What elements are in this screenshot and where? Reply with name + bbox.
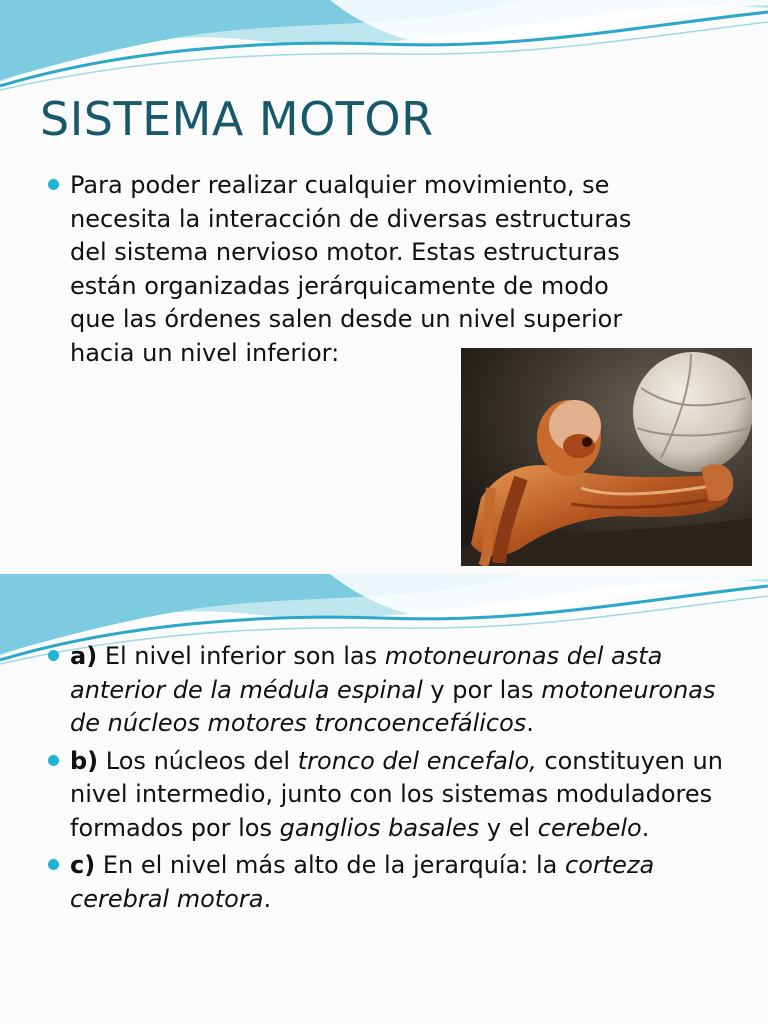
bullet-dot-icon [48, 755, 59, 766]
item-italic-text: motoneuronas del asta anterior de la médula espinal [70, 642, 663, 704]
slide-title: SISTEMA MOTOR [40, 92, 434, 146]
intro-text: Para poder realizar cualquier movimiento, se necesita la interacción de diversas estructuras del sistema nervioso motor. Estas estructuras están organizadas jerárquicamente de modo que las órdenes salen desde un nivel superior hacia un nivel inferior: [70, 171, 632, 367]
item-italic-text: tronco del encefalo, [297, 746, 537, 775]
bullet-dot-icon [48, 859, 59, 870]
bullet-dot-icon [48, 650, 59, 661]
header-wave-decoration [0, 0, 768, 100]
item-text: constituyen un nivel intermedio, junto con los sistemas moduladores formados por los [70, 746, 723, 842]
item-italic-text: ganglios basales [279, 813, 480, 842]
item-italic-text: corteza cerebral motora [70, 851, 655, 913]
item-text: . [526, 709, 534, 737]
item-text: . [263, 884, 272, 913]
intro-bullet [48, 169, 738, 370]
item-text: El nivel inferior son las [104, 642, 385, 670]
item-text: En el nivel más alto de la jerarquía: la [102, 851, 565, 879]
bullet-dot-icon [48, 179, 59, 190]
list-item-a [48, 640, 748, 741]
item-label: c) [70, 851, 96, 879]
list-item-c [48, 849, 748, 916]
item-text: . [641, 813, 650, 842]
item-italic-text: cerebelo [537, 813, 642, 842]
item-text: Los núcleos del [105, 746, 298, 775]
item-label: a) [70, 642, 98, 670]
plastinated-body-volleyball-image [461, 348, 752, 566]
item-label: b) [70, 746, 99, 775]
list-item-b [48, 745, 748, 846]
item-text: y el [479, 813, 538, 842]
item-italic-text: motoneuronas de núcleos motores troncoencefálicos [70, 675, 716, 737]
item-text: y por las [422, 675, 542, 704]
levels-list [48, 640, 748, 920]
